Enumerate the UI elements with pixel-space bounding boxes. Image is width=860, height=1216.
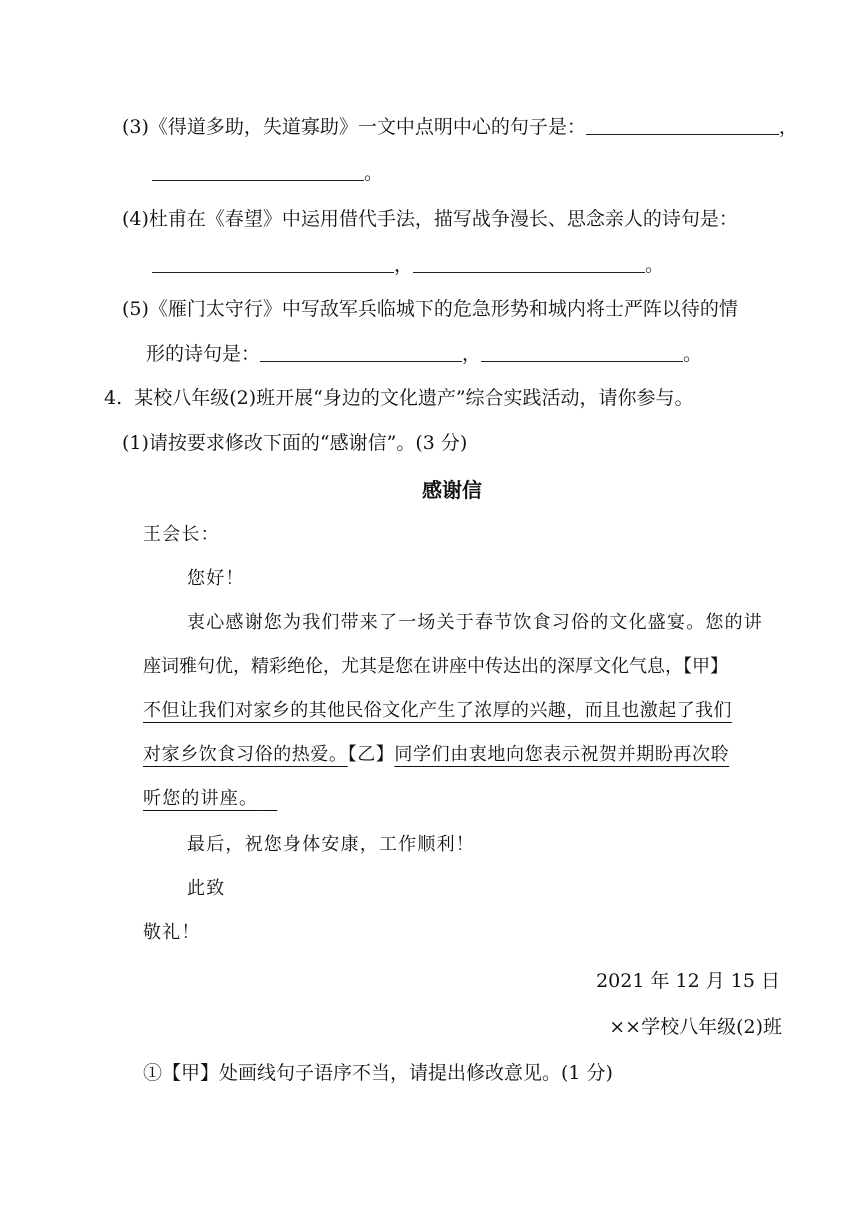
punct: 。 — [683, 343, 703, 365]
q3-item3 — [122, 116, 798, 139]
answer-blank[interactable] — [481, 343, 683, 362]
letter-body-line1: 衷心感谢您为我们带来了一场关于春节饮食习俗的文化盛宴。您的讲 — [187, 612, 763, 633]
letter-signature: ××学校八年级(2)班 — [609, 1016, 782, 1038]
punct: 。 — [645, 254, 665, 276]
punct: ， — [778, 116, 798, 138]
letter-body-line4 — [143, 744, 729, 766]
marker-yi: 【乙】 — [347, 744, 395, 765]
letter-body-line5 — [143, 788, 277, 810]
punct: 。 — [364, 162, 384, 184]
letter-body-line2: 座词雅句优，精彩绝伦，尤其是您在讲座中传达出的深厚文化气息，【甲】 — [143, 656, 728, 677]
q4-stem: 4. 某校八年级(2)班开展“身边的文化遗产”综合实践活动，请你参与。 — [104, 387, 694, 409]
letter-date: 2021 年 12 月 15 日 — [596, 970, 780, 992]
q3-item5-cont — [146, 343, 702, 366]
answer-blank[interactable] — [586, 116, 779, 135]
punct: ， — [462, 343, 482, 365]
q4-sub1: (1)请按要求修改下面的“感谢信”。(3 分) — [122, 432, 468, 454]
letter-salutation: 王会长： — [143, 524, 220, 545]
letter-jingli: 敬礼！ — [143, 922, 201, 943]
underlined-sentence-end: 对家乡饮食习俗的热爱。 — [143, 744, 348, 765]
q3-item4 — [122, 208, 738, 231]
letter-title: 感谢信 — [422, 478, 482, 502]
answer-blank[interactable] — [413, 254, 645, 273]
q3-item5-text2: 形的诗句是： — [146, 343, 261, 365]
q3-item5-text: (5)《雁门太守行》中写敌军兵临城下的危急形势和城内将士严阵以待的情 — [122, 298, 738, 320]
letter-body-line5-text: 听您的讲座。 — [143, 788, 259, 809]
q3-item3-cont — [152, 162, 383, 185]
letter-greeting: 您好！ — [187, 568, 245, 589]
answer-blank[interactable] — [152, 162, 364, 181]
answer-blank[interactable] — [152, 254, 394, 273]
letter-body-line3: 不但让我们对家乡的其他民俗文化产生了浓厚的兴趣，而且也激起了我们 — [143, 700, 732, 721]
underlined-sentence-yi: 同学们由衷地向您表示祝贺并期盼再次聆 — [394, 744, 730, 765]
answer-blank[interactable] — [260, 343, 462, 362]
punct: ， — [394, 254, 414, 276]
q3-item5 — [122, 298, 738, 321]
letter-closing: 最后，祝您身体安康，工作顺利！ — [187, 834, 475, 855]
sub-question-1: ①【甲】处画线句子语序不当，请提出修改意见。(1 分) — [143, 1062, 613, 1084]
letter-cizhi: 此致 — [187, 878, 226, 899]
q3-item3-text: (3)《得道多助，失道寡助》一文中点明中心的句子是： — [122, 116, 586, 138]
q3-item4-cont — [152, 254, 664, 277]
q3-item4-text: (4)杜甫在《春望》中运用借代手法，描写战争漫长、思念亲人的诗句是： — [122, 208, 738, 230]
